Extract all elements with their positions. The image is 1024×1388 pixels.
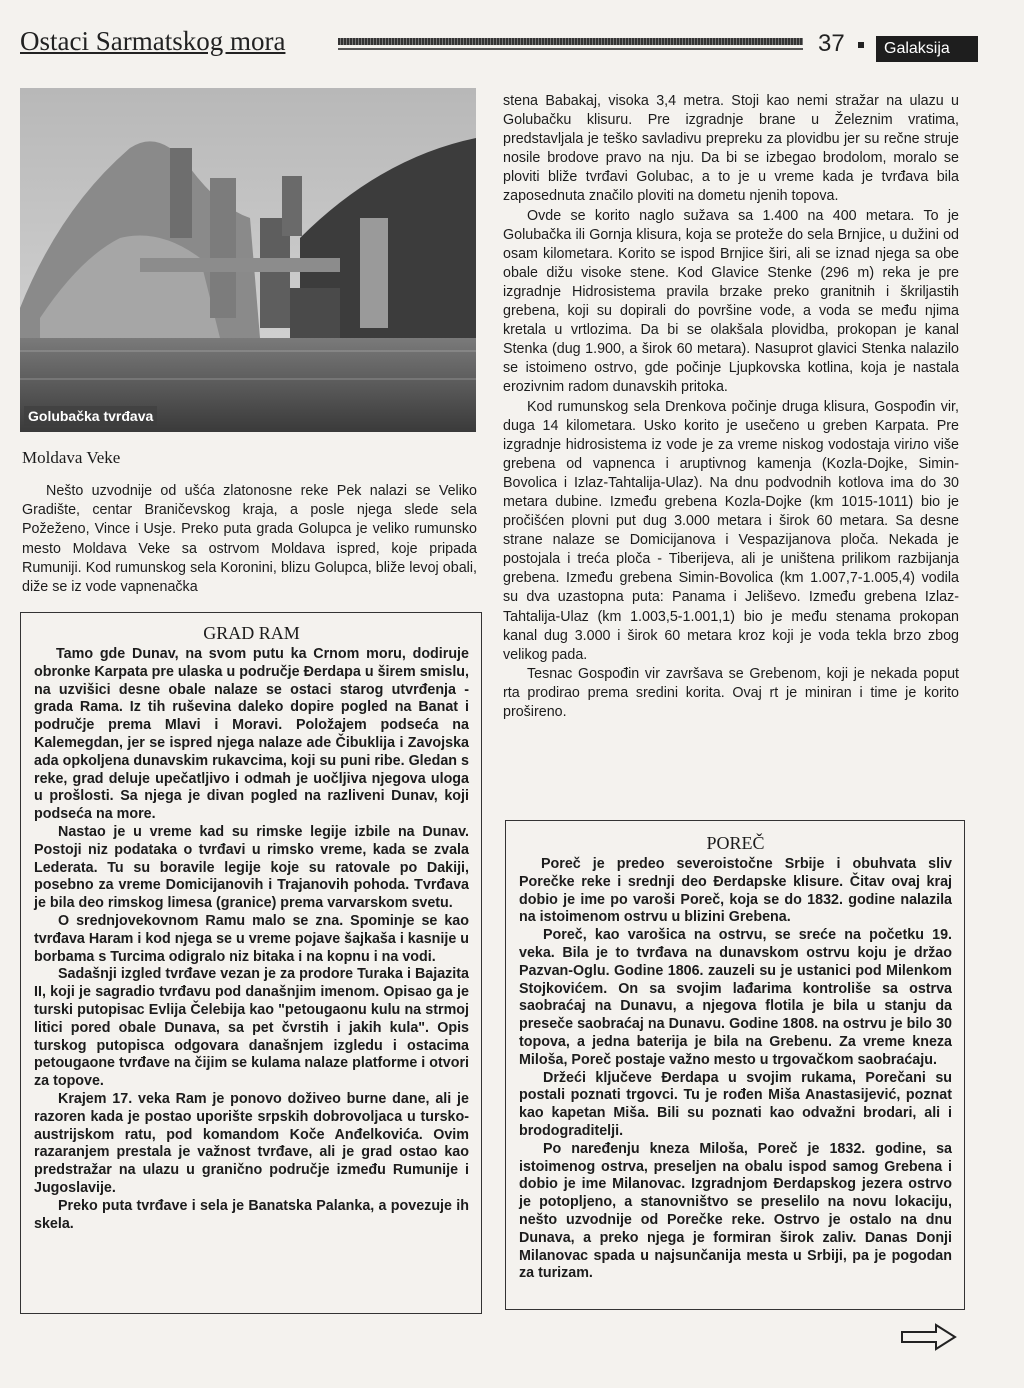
paragraph: stena Babakaj, visoka 3,4 metra. Stoji kao nemi stražar na ulazu u Golubačku klisuru. Pre izgradnje brane u Železnim vratima, predstavljala je teško savladivu prepreku za plovidbu jer su rečne struje nosile brodove pravo na nju. Da bi se izbegao brodolom, moralo se ploviti bliže tvrđavi Golubac, a to je u vreme kada je tvrđava bila zaposednuta značilo ploviti na dometu njenih topova.	[503, 93, 959, 205]
paragraph: Kod rumunskog sela Drenkova počinje druga klisura, Gospođin vir, duga 14 kilometara. Usko korito je usečeno u greben Karpata. Pre izgradnje hidrosistema iz vode je za vreme niskog vodostaja viriло više grebena od vapnenca i aruptivnog kamenja (Kozla-Dojke, Simin-Bovolica i Izlaz-Tahtalija-Ulaz). Na dnu podvodnih kotlova ima do 30 metara dubine. Između grebena Kozla-Dojke (km 1015-1011) bio je pročišćen plovni put dug 3.000 metara i širok 60 metara. Sa desne strane nalaze se Domicijanova i Vespazijanova ploča. Nekada je postojala i treća ploča - Tiberijeva, ali je uništena prilikom razbijanja grebena. Između grebena Simin-Bovolica (km 1.007,7-1.005,4) vodila su dva uzastopna puta: Panama i Jeliševo. Između grebena Izlaz-Tahtalija-Ulaz (km 1.003,5-1.001,1) bio je među stenama prokopan kanal dug 3.000 i širok 60 metara kroz koji je voda tekla brzo zbog velikog pada.	[503, 398, 959, 663]
section-heading-moldava: Moldava Veke	[22, 448, 121, 467]
intro-paragraph: Nešto uzvodnije od ušća zlatonosne reke Pek nalazi se Veliko Gradište, centar Braničevskog kraja, a posle njega slede sela Požeženo, Vince i Usje. Preko puta grada Golupca je veliko rumunsko mesto Moldava Veke sa ostrvom Moldava ispred, koje pripada Rumuniji. Kod rumunskog sela Koronini, blizu Golupca, bliže levoj obali, diže se iz vode vapnenačka	[22, 483, 477, 596]
paragraph: Sadašnji izgled tvrđave vezan je za prodore Turaka i Bajazita II, koji je sagradio tvrđavu pod današnjim imenom. Opisao ga je turski putopisac Evlija Čelebija kao "petougaonu kulu na strmoj litici pored obale Dunava, sa pet čvrstih i jakih kula". Opis turskog putopisca odgovara današnjem izgledu i ostacima petougaone tvrđave na čijim se kulama nalaze platforme i otvori za topove.	[34, 966, 469, 1090]
paragraph: Nastao je u vreme kad su rimske legije izbile na Dunav. Postoji niz podataka o tvrđavi u rimsko vreme, kada se zvala Lederata. Tu su boravile legije koje su ratovale po Dakiji, posebno za vreme Domicijanovih i Trajanovih pohoda. Tvrđava je bila deo rimskog limesa (granice) prema varvarskom svetu.	[34, 823, 469, 912]
page-header	[18, 24, 963, 64]
photo-caption: Golubačka tvrđava	[24, 406, 157, 426]
paragraph: Poreč, kao varošica na ostrvu, se sreće na početku 19. veka. Bila je to tvrđava na dunavskom ostrvu koju je držao Pazvan-Oglu. Godine 1806. zauzeli su je ustanici pod Milenkom Stojkovićem. On sa svojim lađarima kontroliše sa ostrva saobraćaj na Dunavu, a njegova flotila je bila u stanju da preseče saobraćaj na Dunavu. Godine 1808. na ostrvu je bilo 30 topova, a jedna baterija je bila na Grebenu. Za vreme kneza Miloša, Poreč postaje važno mesto u trgovačkom saobraćaju.	[519, 927, 952, 1068]
header-rule	[338, 38, 803, 45]
paragraph: Preko puta tvrđave i sela je Banatska Palanka, a povezuje ih skela.	[34, 1197, 469, 1232]
fortress-illustration	[20, 88, 476, 432]
box-title-porec: POREČ	[706, 833, 765, 853]
sidebar-porec	[505, 820, 965, 1310]
box-title-grad-ram: GRAD RAM	[203, 623, 300, 643]
paragraph: Tesnac Gospođin vir završava se Grebenom, koji je nekada poput rta prodirao prema sredini korita. Ovaj rt je miniran i time je korito prošireno.	[503, 665, 959, 720]
paragraph: Poreč je predeo severoistočne Srbije i obuhvata sliv Porečke reke i srednji deo Đerdapske klisure. Čitav ovaj kraj dobio je ime po varoši Poreč, koja se do 1832. godine nalazila na istoimenom ostrvu u blizini Grebena.	[519, 856, 952, 926]
intro-text	[22, 482, 477, 597]
fortress-photo	[20, 88, 476, 432]
paragraph: Po naređenju kneza Miloša, Poreč je 1832. godine, sa istoimenog ostrva, preseljen na obalu ispod samog Grebena i dobio je ime Milanovac. Izgradnjom Đerdapskog jezera ostrvo je potopljeno, a stanovništvo se preselilo na novu lokaciju, nešto uzvodnije od Porečke reke. Ostrvo je ostalo na dnu Dunava, a preko njega je formiran širok zaliv. Danas Donji Milanovac spada u najsunčanija mesta u Srbiji, pa je pogodan za turizam.	[519, 1140, 952, 1282]
bullet-separator	[858, 42, 864, 48]
paragraph: Tamo gde Dunav, na svom putu ka Crnom moru, dodiruje obronke Karpata pre ulaska u područje Đerdapa u širem smislu, na uzvišici desne obale nalaze se ostaci starog utvrđenja - grada Rama. Iz tih ruševina daleko dopire pogled na Banat i područje prema Mlavi i Moravi. Položajem podseća na Kalemegdan, jer se ispred njega nalaze ade Čibuklija i Zavojska ada opkoljena dunavskim rukavcima, koji su puni ribe. Gledan s reke, grad deluje upečatljivo i odmah je uočljiva njegova uloga u prošlosti. Sa njega je divan pogled na razliveni Dunav, koji podseća na more.	[34, 646, 469, 823]
running-title: Ostaci Sarmatskog mora	[20, 26, 286, 56]
paragraph: Krajem 17. veka Ram je ponovo doživeo burne dane, ali je razoren kada je postao uporište srpskih dobrovoljaca u tursko-austrijskom ratu, pod komandom Koče Anđelkovića. Ovim razaranjem prestala je važnost tvrđave, ali je grad ostao kao predstražar na ulazu u granično područje između Rumunije i Jugoslavije.	[34, 1090, 469, 1196]
sidebar-grad-ram	[20, 612, 482, 1314]
section-badge: Galaksija	[876, 36, 978, 62]
paragraph: Držeći ključeve Đerdapa u svojim rukama, Porečani su postali poznati trgovci. Tu je rođen Miša Anastasijević, poznat kao kapetan Miša. Bili su poznati kao odvažni brodari, ali i brodograditelji.	[519, 1069, 952, 1139]
header-rule-thin	[338, 48, 803, 50]
page-number: 37	[818, 30, 845, 57]
paragraph: Ovde se korito naglo sužava sa 1.400 na 400 metara. To je Golubačka ili Gornja klisura, koja se proteže do sela Brnjice, u dužini od osam kilometara. Korito se ispod Brnjice širi, ali se iznad njega sa obe obale dižu visoke stene. Kod Glavice Stenke (296 m) reka je pre izgradnje Hidrosistema pravila brzake preko granitnih i škriljastih grebena, koji su dopirali do površine vode, a voda se među njima kretala u vrtlozima. Da bi se olakšala plovidba, prokopan je kanal Stenka (dug 1.900, a širok 60 metara). Nasuprot glavici Stenka nalazilo se istoimeno ostrvo, gde počinje Ljupkovska kotlina, koja je nastala erozivnim radom dunavskih pritoka.	[503, 207, 959, 396]
paragraph: O srednjovekovnom Ramu malo se zna. Spominje se kao tvrđava Haram i kod njega se u vreme pojave šajkaša i kasnije u borbama s Turcima odigralo niz bitaka i na kopnu i na vodi.	[34, 912, 469, 965]
continue-arrow-icon	[900, 1322, 958, 1357]
right-column-text	[503, 92, 959, 722]
